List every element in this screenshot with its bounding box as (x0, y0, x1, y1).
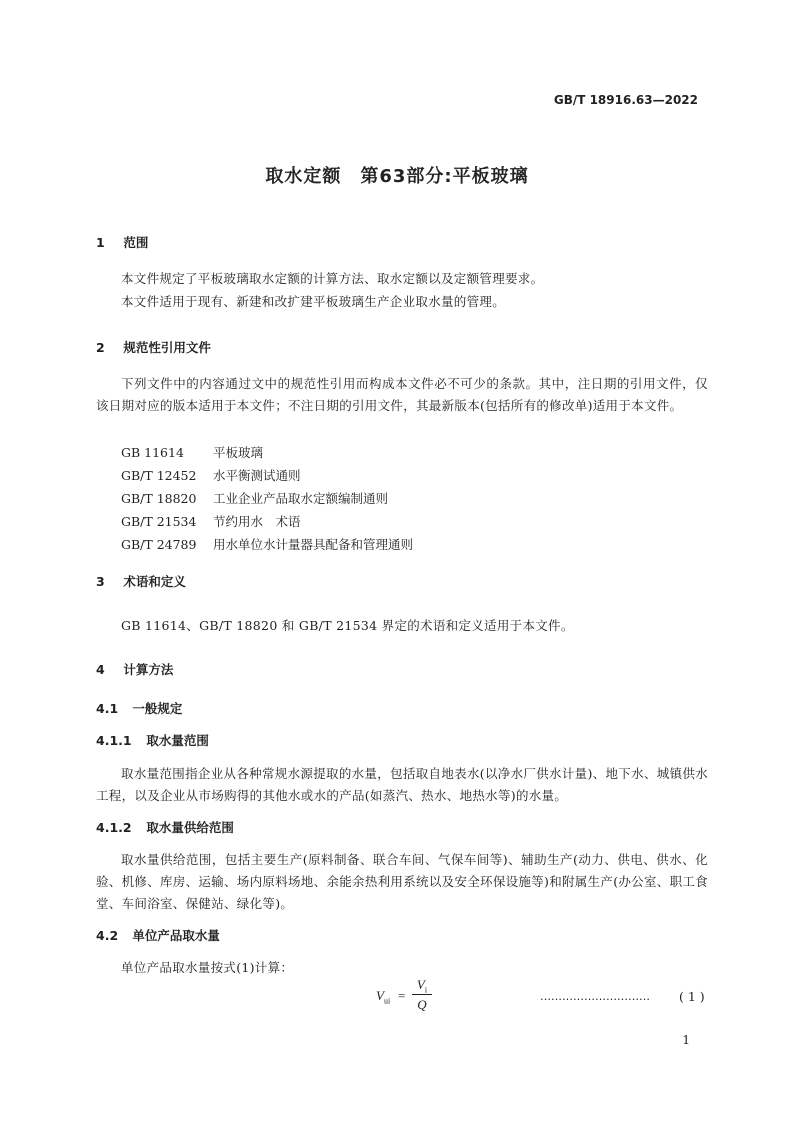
subsection-4-1-1-heading (96, 731, 209, 749)
section-title: 单位产品取水量 (132, 928, 220, 943)
section-title: 一般规定 (132, 701, 183, 716)
formula-leader-dots: ………………………… (540, 990, 650, 1003)
section-number: 2 (96, 340, 105, 355)
fraction-bar (412, 994, 432, 995)
reference-code: GB 11614 (121, 445, 184, 460)
reference-code: GB/T 21534 (121, 514, 197, 529)
reference-title: 用水单位水计量器具配备和管理通则 (213, 537, 414, 552)
reference-title: 平板玻璃 (213, 445, 264, 460)
section-title: 取水量供给范围 (146, 820, 234, 835)
formula-label: ( 1 ) (679, 989, 705, 1004)
section-number: 4.1 (96, 701, 119, 716)
document-title: 取水定额 第63部分:平板玻璃 (265, 166, 529, 187)
page-number: 1 (682, 1033, 690, 1047)
paragraph: 单位产品取水量按式(1)计算： (121, 960, 294, 975)
section-3-heading (96, 572, 186, 590)
reference-code: GB/T 24789 (121, 537, 197, 552)
standard-number: GB/T 18916.63—2022 (553, 93, 698, 107)
formula-equals: = (398, 988, 406, 1003)
normative-reference (121, 512, 301, 530)
reference-code: GB/T 12452 (121, 468, 197, 483)
normative-reference (121, 466, 301, 484)
formula-numerator: $V_i$ (416, 977, 428, 995)
paragraph: 取水量供给范围，包括主要生产(原料制备、联合车间、气保车间等)、辅助生产(动力、供电、供水、化验、机修、库房、运输、场内原料场地、余能余热利用系统以及安全环保设施等)和附属生产(办公室、职工食堂、车间浴室、保健站、绿化等)。 (96, 852, 708, 911)
paragraph: 本文件适用于现有、新建和改扩建平板玻璃生产企业取水量的管理。 (121, 294, 506, 309)
section-number: 3 (96, 574, 105, 589)
normative-reference (121, 535, 413, 553)
section-number: 4.2 (96, 928, 119, 943)
section-title: 计算方法 (123, 662, 174, 677)
paragraph: GB 11614、GB/T 18820 和 GB/T 21534 界定的术语和定义适用于本文件。 (121, 618, 574, 633)
reference-title: 节约用水 术语 (213, 514, 301, 529)
paragraph: 下列文件中的内容通过文中的规范性引用而构成本文件必不可少的条款。其中，注日期的引用文件，仅该日期对应的版本适用于本文件；不注日期的引用文件，其最新版本(包括所有的修改单)适用于本文件。 (96, 376, 708, 413)
paragraph: 取水量范围指企业从各种常规水源提取的水量，包括取自地表水(以净水厂供水计量)、地下水、城镇供水工程，以及企业从市场购得的其他水或水的产品(如蒸汽、热水、地热水等)的水量。 (96, 766, 708, 803)
section-number: 1 (96, 235, 105, 250)
reference-title: 工业企业产品取水定额编制通则 (213, 491, 389, 506)
paragraph: 本文件规定了平板玻璃取水定额的计算方法、取水定额以及定额管理要求。 (121, 271, 544, 286)
subsection-4-1-heading (96, 699, 182, 717)
section-4-heading (96, 660, 173, 678)
formula-lhs: $V_{ui}$ (376, 988, 391, 1006)
section-title: 范围 (123, 235, 149, 250)
section-title: 取水量范围 (146, 733, 209, 748)
formula-denominator: Q (417, 997, 427, 1012)
section-1-heading (96, 233, 148, 251)
reference-title: 水平衡测试通则 (213, 468, 301, 483)
normative-reference (121, 489, 388, 507)
section-title: 术语和定义 (123, 574, 186, 589)
subsection-4-1-2-heading (96, 818, 234, 836)
section-number: 4.1.1 (96, 733, 132, 748)
normative-reference (121, 443, 263, 461)
reference-code: GB/T 18820 (121, 491, 197, 506)
section-number: 4.1.2 (96, 820, 132, 835)
section-title: 规范性引用文件 (123, 340, 211, 355)
subsection-4-2-heading (96, 926, 220, 944)
section-2-heading (96, 338, 211, 356)
section-number: 4 (96, 662, 105, 677)
